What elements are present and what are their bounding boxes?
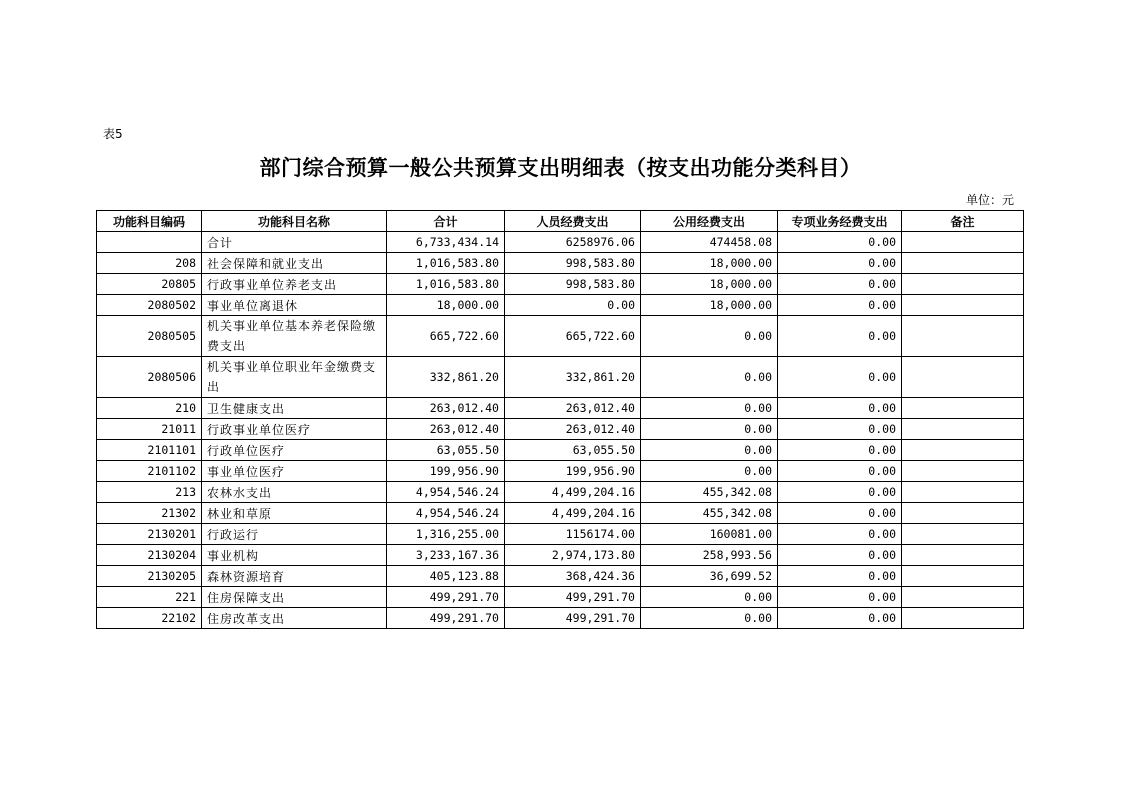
cell-code: 2101102 [97,461,202,482]
table-header-row [97,211,1024,232]
cell-public: 18,000.00 [641,295,778,316]
cell-special: 0.00 [778,503,902,524]
table-row [97,398,1024,419]
cell-name: 社会保障和就业支出 [202,253,387,274]
document-title: 部门综合预算一般公共预算支出明细表（按支出功能分类科目） [259,156,862,180]
cell-total: 499,291.70 [387,608,505,629]
cell-name: 卫生健康支出 [202,398,387,419]
cell-total: 1,016,583.80 [387,274,505,295]
cell-note [902,274,1024,295]
table-body [97,232,1024,629]
cell-code: 2080502 [97,295,202,316]
cell-special: 0.00 [778,566,902,587]
cell-total: 3,233,167.36 [387,545,505,566]
cell-personnel: 4,499,204.16 [505,482,641,503]
cell-name: 住房改革支出 [202,608,387,629]
cell-code: 221 [97,587,202,608]
cell-code: 2101101 [97,440,202,461]
cell-note [902,566,1024,587]
cell-note [902,524,1024,545]
cell-note [902,440,1024,461]
cell-personnel: 2,974,173.80 [505,545,641,566]
cell-special: 0.00 [778,232,902,253]
cell-code: 20805 [97,274,202,295]
cell-code: 22102 [97,608,202,629]
cell-special: 0.00 [778,253,902,274]
cell-note [902,482,1024,503]
table-row [97,232,1024,253]
cell-name: 住房保障支出 [202,587,387,608]
cell-personnel: 332,861.20 [505,357,641,398]
cell-total: 405,123.88 [387,566,505,587]
cell-total: 4,954,546.24 [387,482,505,503]
table-row [97,524,1024,545]
cell-personnel: 665,722.60 [505,316,641,357]
cell-personnel: 368,424.36 [505,566,641,587]
cell-name: 森林资源培育 [202,566,387,587]
unit-label: 单位：元 [965,193,1014,207]
cell-personnel: 63,055.50 [505,440,641,461]
cell-personnel: 263,012.40 [505,419,641,440]
cell-name: 农林水支出 [202,482,387,503]
cell-public: 0.00 [641,357,778,398]
cell-total: 499,291.70 [387,587,505,608]
table-row [97,357,1024,398]
cell-code: 21011 [97,419,202,440]
cell-total: 263,012.40 [387,419,505,440]
cell-public: 258,993.56 [641,545,778,566]
cell-special: 0.00 [778,587,902,608]
cell-public: 0.00 [641,419,778,440]
cell-total: 263,012.40 [387,398,505,419]
cell-note [902,587,1024,608]
header-name: 功能科目名称 [202,211,387,232]
header-personnel: 人员经费支出 [505,211,641,232]
cell-code: 2080506 [97,357,202,398]
cell-note [902,357,1024,398]
budget-table [96,210,1024,629]
cell-total: 665,722.60 [387,316,505,357]
cell-personnel: 998,583.80 [505,253,641,274]
cell-note [902,232,1024,253]
cell-name: 行政运行 [202,524,387,545]
cell-total: 63,055.50 [387,440,505,461]
cell-total: 332,861.20 [387,357,505,398]
cell-total: 4,954,546.24 [387,503,505,524]
cell-public: 455,342.08 [641,503,778,524]
cell-code: 2080505 [97,316,202,357]
header-public: 公用经费支出 [641,211,778,232]
cell-note [902,545,1024,566]
cell-public: 160081.00 [641,524,778,545]
table-row [97,587,1024,608]
table-row [97,440,1024,461]
cell-note [902,398,1024,419]
cell-personnel: 199,956.90 [505,461,641,482]
cell-note [902,295,1024,316]
cell-name: 行政事业单位养老支出 [202,274,387,295]
cell-note [902,461,1024,482]
cell-name: 机关事业单位基本养老保险缴费支出 [202,316,387,357]
cell-public: 455,342.08 [641,482,778,503]
cell-personnel: 998,583.80 [505,274,641,295]
cell-personnel: 263,012.40 [505,398,641,419]
table-row [97,461,1024,482]
cell-name: 行政事业单位医疗 [202,419,387,440]
cell-total: 18,000.00 [387,295,505,316]
cell-note [902,253,1024,274]
cell-total: 1,316,255.00 [387,524,505,545]
cell-special: 0.00 [778,274,902,295]
cell-public: 0.00 [641,316,778,357]
cell-public: 0.00 [641,461,778,482]
cell-special: 0.00 [778,316,902,357]
cell-code: 210 [97,398,202,419]
cell-public: 0.00 [641,398,778,419]
table-row [97,295,1024,316]
cell-public: 18,000.00 [641,274,778,295]
cell-code: 213 [97,482,202,503]
cell-note [902,316,1024,357]
table-number-label: 表5 [103,127,123,141]
cell-special: 0.00 [778,545,902,566]
table-row [97,419,1024,440]
cell-total: 1,016,583.80 [387,253,505,274]
cell-total: 6,733,434.14 [387,232,505,253]
table-row [97,503,1024,524]
cell-special: 0.00 [778,461,902,482]
cell-special: 0.00 [778,295,902,316]
cell-code: 2130204 [97,545,202,566]
cell-code: 21302 [97,503,202,524]
cell-name: 行政单位医疗 [202,440,387,461]
cell-special: 0.00 [778,608,902,629]
cell-public: 36,699.52 [641,566,778,587]
cell-personnel: 6258976.06 [505,232,641,253]
cell-personnel: 1156174.00 [505,524,641,545]
cell-code [97,232,202,253]
table-row [97,316,1024,357]
cell-note [902,419,1024,440]
cell-public: 18,000.00 [641,253,778,274]
cell-name: 事业单位离退休 [202,295,387,316]
cell-name: 事业单位医疗 [202,461,387,482]
header-code: 功能科目编码 [97,211,202,232]
cell-code: 2130205 [97,566,202,587]
table-row [97,566,1024,587]
cell-special: 0.00 [778,482,902,503]
cell-public: 0.00 [641,608,778,629]
cell-name: 合计 [202,232,387,253]
cell-special: 0.00 [778,398,902,419]
header-total: 合计 [387,211,505,232]
table-row [97,253,1024,274]
cell-public: 474458.08 [641,232,778,253]
table-row [97,274,1024,295]
cell-personnel: 0.00 [505,295,641,316]
table-row [97,545,1024,566]
cell-personnel: 499,291.70 [505,587,641,608]
cell-code: 208 [97,253,202,274]
header-special: 专项业务经费支出 [778,211,902,232]
cell-special: 0.00 [778,524,902,545]
cell-name: 事业机构 [202,545,387,566]
cell-total: 199,956.90 [387,461,505,482]
cell-public: 0.00 [641,587,778,608]
cell-personnel: 499,291.70 [505,608,641,629]
table-row [97,608,1024,629]
cell-special: 0.00 [778,357,902,398]
cell-special: 0.00 [778,440,902,461]
cell-public: 0.00 [641,440,778,461]
cell-special: 0.00 [778,419,902,440]
cell-name: 林业和草原 [202,503,387,524]
table-row [97,482,1024,503]
header-note: 备注 [902,211,1024,232]
cell-note [902,503,1024,524]
cell-name: 机关事业单位职业年金缴费支出 [202,357,387,398]
cell-personnel: 4,499,204.16 [505,503,641,524]
cell-code: 2130201 [97,524,202,545]
cell-note [902,608,1024,629]
